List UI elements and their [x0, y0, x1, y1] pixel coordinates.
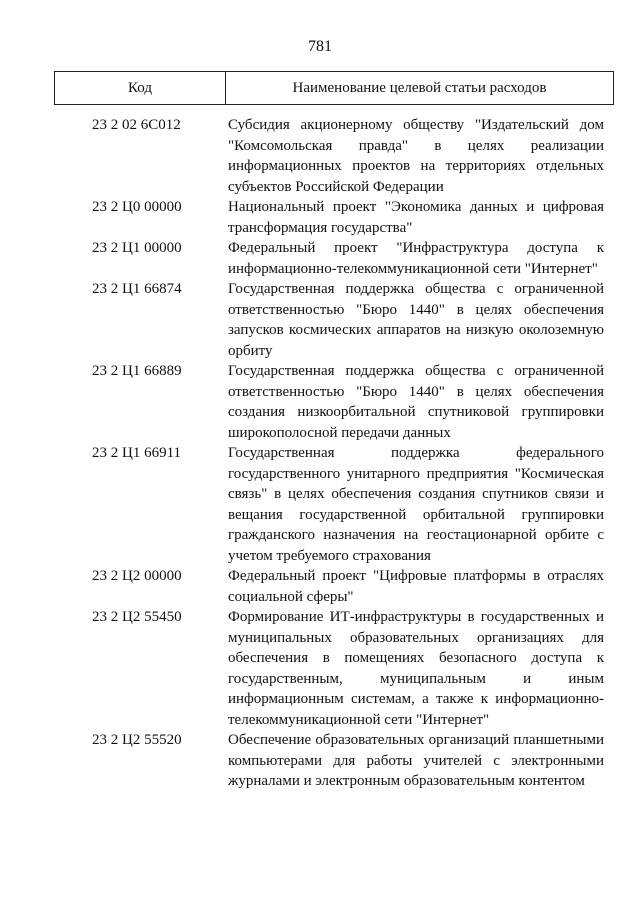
entry-description: Национальный проект "Экономика данных и цифровая трансформация государства": [228, 199, 604, 236]
list-item: [0, 238, 640, 279]
entry-code: 23 2 Ц0 00000: [92, 199, 182, 215]
name-column-header: Наименование целевой статьи расходов: [292, 79, 547, 96]
entry-code: 23 2 Ц2 55520: [92, 732, 182, 748]
entry-code: 23 2 Ц1 66874: [92, 281, 182, 297]
entry-description: Государственная поддержка федерального государственного унитарного предприятия "Космическая связь" в целях обеспечения создания спутников связи и вещания государственной орбитальной группировки гражданского назначения на геостационарной орбите с учетом требуемого страхования: [228, 445, 604, 564]
entry-description: Государственная поддержка общества с ограниченной ответственностью "Бюро 1440" в целях обеспечения запусков космических аппаратов на низкую околоземную орбиту: [228, 281, 604, 359]
list-item: [0, 607, 640, 730]
list-item: [0, 115, 640, 197]
entry-description: Федеральный проект "Инфраструктура доступа к информационно-телекоммуникационной сети "Интернет": [228, 240, 604, 277]
entry-code: 23 2 Ц1 66889: [92, 363, 182, 379]
entry-code: 23 2 Ц1 66911: [92, 445, 182, 461]
code-column-header: Код: [55, 72, 226, 104]
entry-description: Субсидия акционерному обществу "Издательский дом "Комсомольская правда" в целях реализации информационных проектов на территориях отдельных субъектов Российской Федерации: [228, 117, 604, 195]
page-number: 781: [308, 38, 332, 55]
entry-description: Государственная поддержка общества с ограниченной ответственностью "Бюро 1440" в целях обеспечения создания низкоорбитальной спутниковой группировки широкополосной передачи данных: [228, 363, 604, 441]
table-header: [54, 71, 614, 105]
list-item: [0, 730, 640, 792]
entry-code: 23 2 Ц2 00000: [92, 568, 182, 584]
entry-code: 23 2 Ц2 55450: [92, 609, 182, 625]
list-item: [0, 566, 640, 607]
list-item: [0, 279, 640, 361]
list-item: [0, 197, 640, 238]
entry-description: Обеспечение образовательных организаций планшетными компьютерами для работы учителей с электронными журналами и электронным образовательным контентом: [228, 732, 604, 789]
entries-list: [0, 115, 640, 792]
entry-description: Федеральный проект "Цифровые платформы в отраслях социальной сферы": [228, 568, 604, 605]
entry-code: 23 2 Ц1 00000: [92, 240, 182, 256]
entry-description: Формирование ИТ-инфраструктуры в государственных и муниципальных образовательных организациях для обеспечения в помещениях безопасного доступа к государственным, муниципальным и иным информационным системам, а также к информационно-телекоммуникационной сети "Интернет": [228, 609, 604, 728]
list-item: [0, 361, 640, 443]
list-item: [0, 443, 640, 566]
entry-code: 23 2 02 6С012: [92, 117, 181, 133]
